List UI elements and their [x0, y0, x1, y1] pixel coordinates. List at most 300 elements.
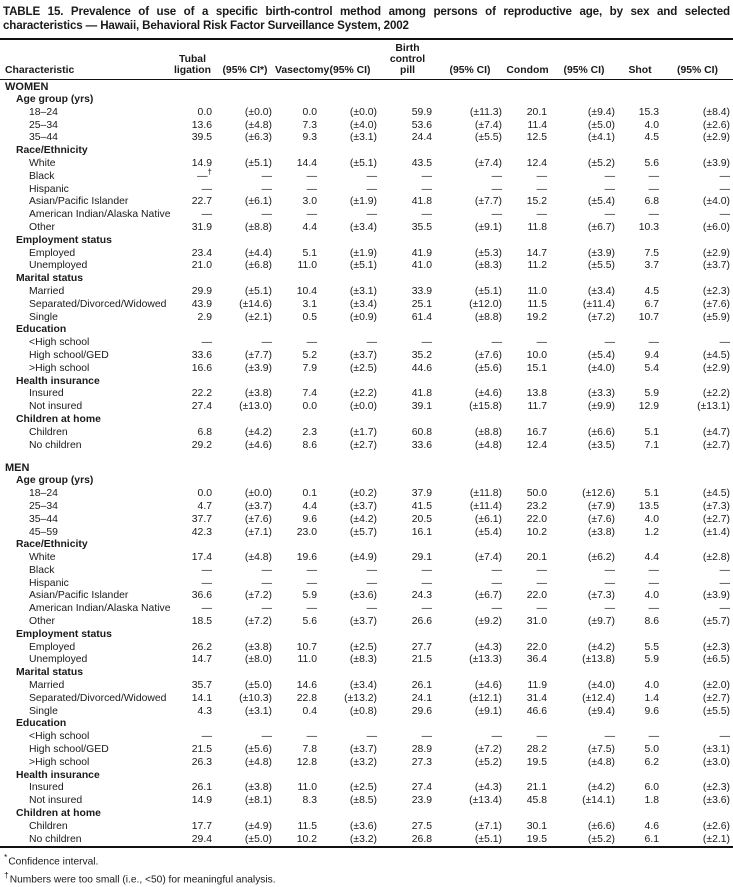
value-cell: (±5.2): [587, 833, 615, 845]
group-header: Age group (yrs): [16, 475, 94, 487]
value-cell: 41.9: [411, 247, 432, 259]
group-row: [0, 629, 733, 642]
row-label: Separated/Divorced/Widowed: [29, 692, 167, 704]
value-cell: 6.1: [644, 833, 659, 845]
group-header: Children at home: [16, 808, 101, 820]
value-cell: (±9.1): [474, 221, 502, 233]
value-cell: 27.5: [411, 820, 432, 832]
value-cell: 33.9: [411, 285, 432, 297]
value-cell: 12.5: [526, 132, 547, 144]
row-label: >High school: [29, 756, 90, 768]
value-cell: —: [306, 731, 317, 743]
row-label: 35–44: [29, 513, 58, 525]
table-row: [0, 350, 733, 363]
table-row: [0, 222, 733, 235]
value-cell: —: [366, 170, 377, 182]
column-header: Birth control pill: [389, 43, 426, 76]
table-row: [0, 680, 733, 693]
value-cell: (±5.2): [587, 157, 615, 169]
table-row: [0, 552, 733, 565]
value-cell: (±4.7): [702, 426, 730, 438]
row-label: American Indian/Alaska Native: [29, 209, 171, 221]
value-cell: —: [491, 337, 502, 349]
value-cell: (±3.7): [349, 500, 377, 512]
value-cell: 23.0: [296, 526, 317, 538]
row-label: 35–44: [29, 132, 58, 144]
value-cell: (±4.0): [587, 362, 615, 374]
value-cell: (±3.9): [702, 157, 730, 169]
value-cell: —: [604, 603, 615, 615]
value-cell: (±6.0): [702, 221, 730, 233]
value-cell: 1.8: [644, 795, 659, 807]
value-cell: (±3.1): [244, 705, 272, 717]
table-row: [0, 527, 733, 540]
table-row: [0, 196, 733, 209]
value-cell: (±13.4): [469, 795, 502, 807]
table-row: [0, 706, 733, 719]
value-cell: —: [306, 603, 317, 615]
row-label: 18–24: [29, 488, 58, 500]
value-cell: (±0.0): [244, 488, 272, 500]
value-cell: (±2.6): [702, 820, 730, 832]
value-cell: (±4.0): [349, 119, 377, 131]
value-cell: 5.6: [302, 616, 317, 628]
value-cell: —: [536, 577, 547, 589]
value-cell: (±4.4): [244, 247, 272, 259]
row-label: 45–59: [29, 526, 58, 538]
value-cell: (±3.8): [244, 388, 272, 400]
value-cell: 4.5: [644, 132, 659, 144]
value-cell: 23.4: [191, 247, 212, 259]
value-cell: (±6.7): [587, 221, 615, 233]
row-label: High school/GED: [29, 349, 109, 361]
row-label: >High school: [29, 362, 90, 374]
row-label: <High school: [29, 731, 90, 743]
value-cell: —: [536, 170, 547, 182]
row-label: Insured: [29, 388, 64, 400]
value-cell: (±5.0): [244, 833, 272, 845]
value-cell: (±5.1): [244, 157, 272, 169]
value-cell: (±8.3): [474, 260, 502, 272]
value-cell: 22.2: [191, 388, 212, 400]
section-header: WOMEN: [5, 81, 49, 93]
value-cell: (±2.5): [349, 362, 377, 374]
value-cell: (±4.9): [349, 552, 377, 564]
value-cell: —: [366, 209, 377, 221]
column-header: (95% CI): [563, 65, 605, 76]
value-cell: 12.9: [638, 401, 659, 413]
value-cell: 9.4: [644, 349, 659, 361]
value-cell: (±7.3): [702, 500, 730, 512]
group-header: Employment status: [16, 234, 112, 246]
value-cell: —: [421, 170, 432, 182]
table-row: [0, 286, 733, 299]
value-cell: (±8.8): [244, 221, 272, 233]
value-cell: —: [261, 564, 272, 576]
value-cell: (±7.1): [244, 526, 272, 538]
value-cell: 11.0: [297, 654, 317, 666]
value-cell: 59.9: [411, 106, 432, 118]
value-cell: 19.5: [526, 756, 547, 768]
row-label: Employed: [29, 641, 76, 653]
value-cell: (±1.9): [349, 196, 377, 208]
table-row: [0, 642, 733, 655]
value-cell: (±6.3): [244, 132, 272, 144]
value-cell: 6.8: [644, 196, 659, 208]
value-cell: 7.3: [302, 119, 317, 131]
value-cell: (±4.8): [244, 552, 272, 564]
value-cell: 0.4: [302, 705, 317, 717]
value-cell: 26.1: [191, 782, 212, 794]
value-cell: 8.6: [644, 616, 659, 628]
value-cell: (±9.4): [587, 106, 615, 118]
row-label: <High school: [29, 337, 90, 349]
group-row: [0, 324, 733, 337]
value-cell: 29.9: [191, 285, 212, 297]
value-cell: 6.8: [197, 426, 212, 438]
value-cell: 4.0: [644, 513, 659, 525]
value-cell: 7.8: [302, 744, 317, 756]
row-label: Black: [29, 170, 55, 182]
footnotes: [4, 851, 733, 887]
value-cell: —: [648, 209, 659, 221]
group-header: Marital status: [16, 273, 83, 285]
row-label: Unemployed: [29, 654, 88, 666]
value-cell: (±4.0): [702, 196, 730, 208]
value-cell: (±3.1): [702, 744, 730, 756]
value-cell: 36.4: [526, 654, 547, 666]
value-cell: (±6.1): [244, 196, 272, 208]
value-cell: (±11.4): [469, 500, 502, 512]
group-row: [0, 376, 733, 389]
value-cell: —: [491, 564, 502, 576]
group-header: Children at home: [16, 413, 101, 425]
value-cell: —: [604, 337, 615, 349]
value-cell: —: [719, 170, 730, 182]
value-cell: —: [421, 183, 432, 195]
row-label: Asian/Pacific Islander: [29, 590, 129, 602]
dagger-marker: †: [4, 870, 9, 881]
value-cell: (±7.1): [474, 820, 502, 832]
value-cell: (±3.1): [349, 285, 377, 297]
value-cell: 27.7: [411, 641, 432, 653]
value-cell: (±9.9): [587, 401, 615, 413]
value-cell: —: [491, 577, 502, 589]
value-cell: —: [366, 577, 377, 589]
value-cell: —: [421, 337, 432, 349]
value-cell: 4.3: [197, 705, 212, 717]
footnote-confidence-interval: [4, 851, 733, 869]
row-label: Other: [29, 616, 55, 628]
value-cell: (±5.1): [244, 285, 272, 297]
value-cell: (±5.1): [349, 157, 377, 169]
value-cell: —: [719, 564, 730, 576]
row-label: Hispanic: [29, 183, 69, 195]
value-cell: 5.0: [644, 744, 659, 756]
value-cell: (±9.2): [474, 616, 502, 628]
value-cell: (±2.5): [349, 641, 377, 653]
value-cell: 18.5: [191, 616, 212, 628]
table-row: [0, 120, 733, 133]
value-cell: 23.9: [411, 795, 432, 807]
value-cell: (±3.5): [587, 439, 615, 451]
value-cell: 20.1: [526, 552, 547, 564]
value-cell: (±5.1): [349, 260, 377, 272]
value-cell: —: [261, 170, 272, 182]
value-cell: (±1.9): [349, 247, 377, 259]
value-cell: 53.6: [411, 119, 432, 131]
value-cell: 6.0: [644, 782, 659, 794]
row-label: Married: [29, 680, 65, 692]
value-cell: —: [536, 564, 547, 576]
table-row: [0, 757, 733, 770]
value-cell: —: [648, 731, 659, 743]
table-row: [0, 248, 733, 261]
group-row: [0, 273, 733, 286]
value-cell: 35.2: [411, 349, 432, 361]
value-cell: (±4.2): [244, 426, 272, 438]
value-cell: 11.9: [527, 680, 547, 692]
value-cell: —: [261, 337, 272, 349]
value-cell: 11.7: [527, 401, 547, 413]
value-cell: (±2.7): [702, 513, 730, 525]
value-cell: 0.0: [302, 106, 317, 118]
value-cell: (±13.0): [239, 401, 272, 413]
column-header: (95% CI): [677, 65, 718, 76]
value-cell: (±13.8): [582, 654, 615, 666]
value-cell: (±3.4): [587, 285, 615, 297]
value-cell: 13.8: [526, 388, 547, 400]
row-label: No children: [29, 439, 82, 451]
value-cell: —: [719, 577, 730, 589]
value-cell: 36.6: [191, 590, 212, 602]
value-cell: 23.2: [526, 500, 547, 512]
value-cell: 16.7: [526, 426, 547, 438]
value-cell: 21.1: [526, 782, 547, 794]
value-cell: 10.7: [638, 311, 659, 323]
value-cell: (±3.0): [702, 756, 730, 768]
value-cell: 24.4: [411, 132, 432, 144]
value-cell: (±5.4): [587, 349, 615, 361]
row-label: 25–34: [29, 119, 58, 131]
value-cell: 61.4: [411, 311, 432, 323]
value-cell: 15.3: [638, 106, 659, 118]
table-header: [0, 39, 733, 80]
group-row: [0, 145, 733, 158]
value-cell: 10.0: [526, 349, 547, 361]
value-cell: (±4.3): [474, 641, 502, 653]
value-cell: —: [648, 170, 659, 182]
table-row: [0, 132, 733, 145]
value-cell: (±14.1): [582, 795, 615, 807]
footnote-small-numbers: [4, 869, 733, 887]
value-cell: (±4.1): [587, 132, 615, 144]
value-cell: (±3.7): [349, 349, 377, 361]
value-cell: —: [536, 731, 547, 743]
value-cell: 12.8: [296, 756, 317, 768]
value-cell: (±8.4): [702, 106, 730, 118]
value-cell: (±5.7): [702, 616, 730, 628]
value-cell: 9.3: [302, 132, 317, 144]
value-cell: 14.7: [526, 247, 547, 259]
value-cell: (±7.4): [474, 157, 502, 169]
value-cell: (±3.4): [349, 680, 377, 692]
table-row: [0, 795, 733, 808]
section-row: [0, 80, 733, 95]
value-cell: 30.1: [526, 820, 547, 832]
value-cell: —: [491, 603, 502, 615]
value-cell: (±7.2): [474, 744, 502, 756]
value-cell: (±1.7): [349, 426, 377, 438]
value-cell: (±7.6): [702, 298, 730, 310]
value-cell: 22.0: [526, 641, 547, 653]
value-cell: (±4.6): [244, 439, 272, 451]
value-cell: —: [648, 603, 659, 615]
value-cell: 29.4: [191, 833, 212, 845]
value-cell: (±7.2): [244, 616, 272, 628]
value-cell: (±3.1): [349, 132, 377, 144]
value-cell: —: [719, 731, 730, 743]
value-cell: —: [536, 183, 547, 195]
value-cell: (±7.4): [474, 552, 502, 564]
column-header: Tubal ligation: [174, 54, 211, 76]
value-cell: 10.2: [296, 833, 317, 845]
value-cell: 5.6: [644, 157, 659, 169]
group-row: [0, 539, 733, 552]
value-cell: 11.5: [527, 298, 547, 310]
value-cell: 17.7: [191, 820, 212, 832]
value-cell: —: [421, 577, 432, 589]
value-cell: 46.6: [526, 705, 547, 717]
value-cell: 24.1: [411, 692, 432, 704]
value-cell: (±3.7): [349, 744, 377, 756]
value-cell: (±6.7): [474, 590, 502, 602]
value-cell: —: [366, 337, 377, 349]
value-cell: 28.9: [411, 744, 432, 756]
value-cell: 19.5: [526, 833, 547, 845]
value-cell: (±9.7): [587, 616, 615, 628]
value-cell: (±2.2): [702, 388, 730, 400]
value-cell: (±3.8): [587, 526, 615, 538]
value-cell: 28.2: [526, 744, 547, 756]
row-label: Single: [29, 311, 58, 323]
value-cell: 7.9: [302, 362, 317, 374]
group-row: [0, 414, 733, 427]
table-row: [0, 427, 733, 440]
value-cell: 10.7: [296, 641, 317, 653]
value-cell: (±3.9): [587, 247, 615, 259]
value-cell: (±3.8): [244, 782, 272, 794]
value-cell: 14.9: [191, 157, 212, 169]
value-cell: 29.6: [411, 705, 432, 717]
value-cell: (±2.0): [702, 680, 730, 692]
value-cell: —: [421, 564, 432, 576]
value-cell: (±2.7): [349, 439, 377, 451]
value-cell: 4.0: [644, 680, 659, 692]
value-cell: —: [648, 183, 659, 195]
value-cell: —: [201, 731, 212, 743]
value-cell: —: [604, 577, 615, 589]
value-cell: 4.5: [644, 285, 659, 297]
value-cell: 16.1: [411, 526, 432, 538]
value-cell: 5.1: [644, 426, 659, 438]
row-label: High school/GED: [29, 744, 109, 756]
value-cell: 5.9: [302, 590, 317, 602]
value-cell: 26.8: [411, 833, 432, 845]
value-cell: (±8.0): [244, 654, 272, 666]
value-cell: —: [648, 564, 659, 576]
value-cell: 26.1: [411, 680, 432, 692]
footnote-text: Confidence interval.: [8, 856, 99, 868]
value-cell: 0.0: [197, 106, 212, 118]
value-cell: 7.5: [644, 247, 659, 259]
value-cell: —: [366, 564, 377, 576]
column-header: Shot: [628, 65, 652, 76]
value-cell: 11.4: [527, 119, 547, 131]
value-cell: (±3.6): [349, 820, 377, 832]
value-cell: (±5.0): [244, 680, 272, 692]
value-cell: 20.1: [526, 106, 547, 118]
value-cell: (±6.8): [244, 260, 272, 272]
value-cell: —: [366, 731, 377, 743]
group-header: Health insurance: [16, 769, 100, 781]
value-cell: (±7.2): [244, 590, 272, 602]
table-row: [0, 158, 733, 171]
value-cell: 21.5: [191, 744, 212, 756]
value-cell: 27.4: [411, 782, 432, 794]
value-cell: 4.4: [644, 552, 659, 564]
row-label: American Indian/Alaska Native: [29, 603, 171, 615]
group-row: [0, 94, 733, 107]
value-cell: (±3.3): [587, 388, 615, 400]
value-cell: —: [421, 731, 432, 743]
value-cell: 15.2: [526, 196, 547, 208]
value-cell: 9.6: [644, 705, 659, 717]
value-cell: (±5.4): [474, 526, 502, 538]
value-cell: (±12.4): [582, 692, 615, 704]
value-cell: —: [604, 183, 615, 195]
row-label: White: [29, 552, 56, 564]
value-cell: (±12.1): [469, 692, 502, 704]
row-label: Employed: [29, 247, 76, 259]
table-row: [0, 834, 733, 848]
column-header: (95% CI*): [222, 65, 268, 76]
table-row: [0, 337, 733, 350]
value-cell: (±4.0): [587, 680, 615, 692]
value-cell: (±2.7): [702, 439, 730, 451]
value-cell: (±4.2): [349, 513, 377, 525]
value-cell: —: [421, 209, 432, 221]
value-cell: 43.9: [191, 298, 212, 310]
value-cell: (±13.3): [469, 654, 502, 666]
value-cell: (±5.1): [474, 285, 502, 297]
value-cell: 5.2: [302, 349, 317, 361]
value-cell: —: [491, 170, 502, 182]
value-cell: 6.2: [644, 756, 659, 768]
group-header: Age group (yrs): [16, 94, 94, 105]
value-cell: (±7.6): [587, 513, 615, 525]
table-row: [0, 731, 733, 744]
value-cell: (±6.2): [587, 552, 615, 564]
group-row: [0, 770, 733, 783]
value-cell: 27.3: [411, 756, 432, 768]
value-cell: —: [491, 731, 502, 743]
value-cell: (±7.3): [587, 590, 615, 602]
value-cell: —: [719, 603, 730, 615]
value-cell: 0.1: [302, 488, 317, 500]
row-label: Married: [29, 285, 65, 297]
value-cell: 13.6: [191, 119, 212, 131]
